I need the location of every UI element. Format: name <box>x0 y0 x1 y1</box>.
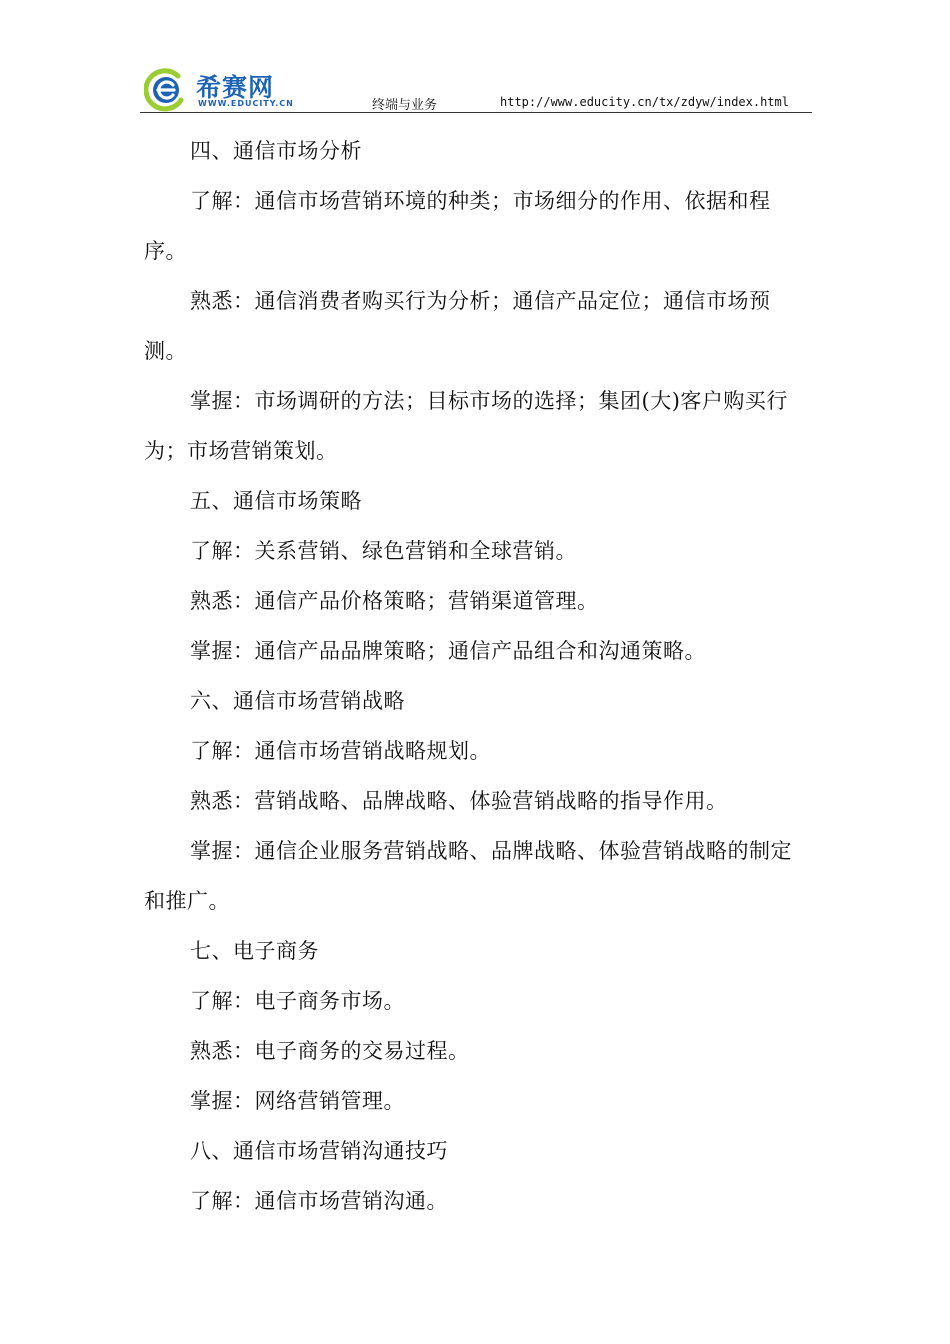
header-section-title: 终端与业务 <box>372 98 438 113</box>
logo-url: WWW.EDUCITY.CN <box>198 99 294 108</box>
heading-section-5: 五、通信市场策略 <box>190 489 362 513</box>
header-url-link[interactable]: http://www.educity.cn/tx/zdyw/index.html <box>500 95 789 109</box>
paragraph-master: 掌握：通信产品品牌策略；通信产品组合和沟通策略。 <box>190 639 706 663</box>
paragraph-familiar: 熟悉：电子商务的交易过程。 <box>190 1039 470 1063</box>
logo <box>144 66 294 110</box>
logo-text: 希赛网 <box>196 73 275 102</box>
heading-section-8: 八、通信市场营销沟通技巧 <box>190 1139 448 1163</box>
paragraph-familiar: 熟悉：通信产品价格策略；营销渠道管理。 <box>190 589 599 613</box>
paragraph-understand: 了解：电子商务市场。 <box>190 989 405 1013</box>
paragraph-understand: 了解：通信市场营销战略规划。 <box>190 739 491 763</box>
educity-logo-icon <box>144 68 190 112</box>
paragraph-familiar: 熟悉：通信消费者购买行为分析；通信产品定位；通信市场预测。 <box>144 289 771 363</box>
paragraph-master: 掌握：市场调研的方法；目标市场的选择；集团(大)客户购买行为；市场营销策划。 <box>144 389 788 463</box>
paragraph-understand: 了解：通信市场营销环境的种类；市场细分的作用、依据和程序。 <box>144 189 771 263</box>
heading-section-7: 七、电子商务 <box>190 939 319 963</box>
heading-section-6: 六、通信市场营销战略 <box>190 689 405 713</box>
page-header <box>140 62 812 113</box>
paragraph-familiar: 熟悉：营销战略、品牌战略、体验营销战略的指导作用。 <box>190 789 728 813</box>
paragraph-understand: 了解：关系营销、绿色营销和全球营销。 <box>190 539 577 563</box>
paragraph-understand: 了解：通信市场营销沟通。 <box>190 1189 448 1213</box>
paragraph-master: 掌握：网络营销管理。 <box>190 1089 405 1113</box>
document-body <box>144 126 812 1226</box>
heading-section-4: 四、通信市场分析 <box>190 139 362 163</box>
paragraph-master: 掌握：通信企业服务营销战略、品牌战略、体验营销战略的制定和推广。 <box>144 839 792 913</box>
